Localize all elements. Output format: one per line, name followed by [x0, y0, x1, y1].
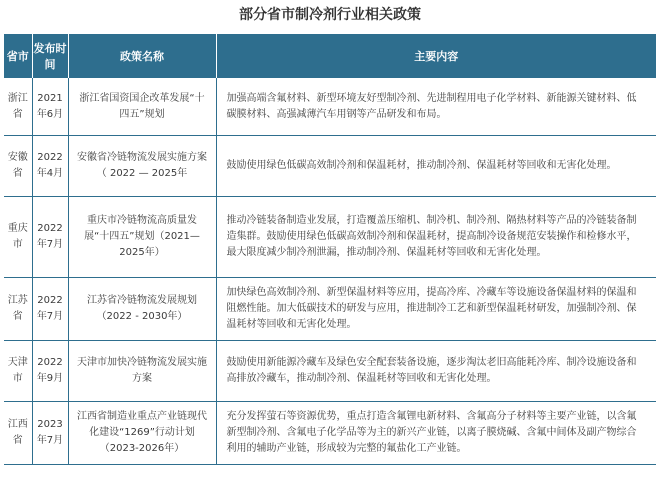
policy-table — [4, 34, 656, 465]
table-row — [4, 78, 656, 136]
table-row — [4, 341, 656, 402]
table-row — [4, 136, 656, 197]
row-time: 2022年7月 — [32, 197, 68, 278]
header-time: 发布时间 — [32, 34, 68, 78]
row-content: 推动冷链装备制造业发展，打造覆盖压缩机、制冷机、制冷剂、隔热材料等产品的冷链装备制造集群。鼓励使用绿色低碳高效制冷剂和保温耗材，提高制冷设备规范安装操作和检修水平，最大限度减少制冷剂泄漏，推动制冷剂、保温耗材等回收和无害化处理。 — [216, 197, 656, 278]
row-content: 鼓励使用绿色低碳高效制冷剂和保温耗材，推动制冷剂、保温耗材等回收和无害化处理。 — [216, 136, 656, 197]
table-row — [4, 402, 656, 465]
row-policy-name: 浙江省国资国企改革发展“十四五”规划 — [68, 78, 216, 136]
row-time: 2022年4月 — [32, 136, 68, 197]
row-content: 充分发挥萤石等资源优势，重点打造含氟锂电新材料、含氟高分子材料等主要产业链，以含氟新型制冷剂、含氟电子化学品等为主的新兴产业链，以离子膜烧碱、含氟中间体及副产物综合利用的辅助产业链，形成较为完整的氟盐化工产业链。 — [216, 402, 656, 465]
header-province: 省市 — [4, 34, 32, 78]
row-content: 加强高端含氟材料、新型环境友好型制冷剂、先进制程用电子化学材料、新能源关键材料、低碳膜材料、高强减薄汽车用钢等产品研发和布局。 — [216, 78, 656, 136]
page-title: 部分省市制冷剂行业相关政策 — [239, 7, 421, 23]
row-province: 天津市 — [4, 341, 32, 402]
table-row — [4, 197, 656, 278]
row-policy-name: 安徽省冷链物流发展实施方案（ 2022 — 2025年 — [68, 136, 216, 197]
header-content: 主要内容 — [216, 34, 656, 78]
row-province: 重庆市 — [4, 197, 32, 278]
header-policy-name: 政策名称 — [68, 34, 216, 78]
table-header-row — [4, 34, 656, 78]
row-province: 江苏省 — [4, 278, 32, 341]
row-time: 2021年6月 — [32, 78, 68, 136]
row-province: 安徽省 — [4, 136, 32, 197]
row-time: 2022年9月 — [32, 341, 68, 402]
row-policy-name: 江苏省冷链物流发展规划（2022 - 2030年） — [68, 278, 216, 341]
row-province: 江西省 — [4, 402, 32, 465]
row-policy-name: 江西省制造业重点产业链现代化建设“1269”行动计划（2023-2026年） — [68, 402, 216, 465]
row-content: 加快绿色高效制冷剂、新型保温材料等应用，提高冷库、冷藏车等设施设备保温材料的保温和阻燃性能。加大低碳技术的研发与应用，推进制冷工艺和新型保温耗材研发，加强制冷剂、保温耗材等回收和无害化处理。 — [216, 278, 656, 341]
row-time: 2023年7月 — [32, 402, 68, 465]
table-row — [4, 278, 656, 341]
row-policy-name: 重庆市冷链物流高质量发展“十四五”规划（2021—2025年） — [68, 197, 216, 278]
row-content: 鼓励使用新能源冷藏车及绿色安全配套装备设施，逐步淘汰老旧高能耗冷库、制冷设施设备和高排放冷藏车，推动制冷剂、保温耗材等回收和无害化处理。 — [216, 341, 656, 402]
row-province: 浙江省 — [4, 78, 32, 136]
row-time: 2022年7月 — [32, 278, 68, 341]
row-policy-name: 天津市加快冷链物流发展实施方案 — [68, 341, 216, 402]
